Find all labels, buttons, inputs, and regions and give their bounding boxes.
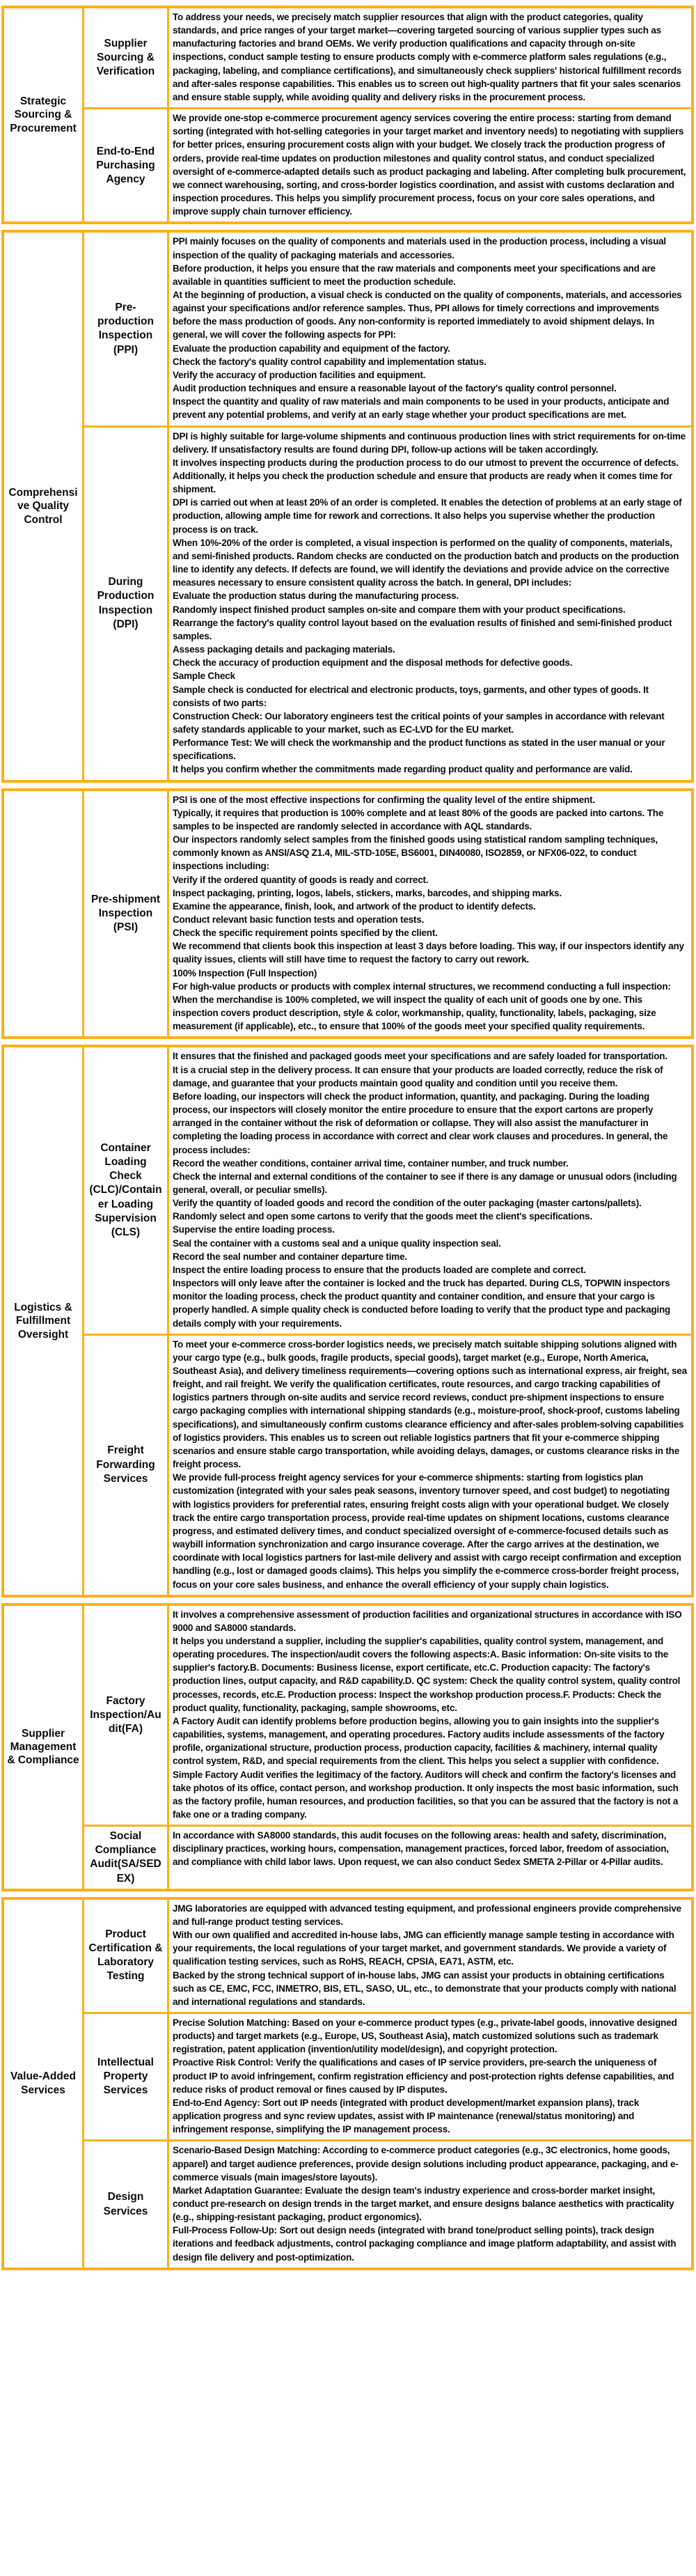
- service-name-cell-intellectual-property-services: [82, 2012, 167, 2139]
- service-name-label: Intellectual Property Services: [97, 2056, 154, 2097]
- description-paragraph: Seal the container with a customs seal and a unique quality inspection seal.: [173, 1238, 501, 1249]
- service-description-cell-freight-forwarding-services: [167, 1334, 691, 1595]
- category-label: Supplier Management & Compliance: [7, 1727, 79, 1767]
- description-paragraph: At the beginning of production, a visual check is conducted on the quality of components, materials, and accessories against your specifications and/or reference samples. Thus, PPI allows for timely corrections and improvements before the mass production of goods. Any non-conformity is reported immediately to avoid shipment delays. In general, we will cover the following aspects for PPI:: [173, 289, 682, 341]
- service-description-cell-product-certification-laboratory-testing: [167, 1900, 691, 2012]
- description-paragraph: Examine the appearance, finish, look, and artwork of the product to identify defects.: [173, 900, 536, 912]
- service-name-label: Factory Inspection/Audit(FA): [90, 1694, 161, 1735]
- services-table: [1, 6, 694, 2270]
- description-paragraph: Audit production techniques and ensure a reasonable layout of the factory's quality control personnel.: [173, 383, 617, 394]
- service-name-cell-factory-inspection-audit-fa: [82, 1606, 167, 1825]
- service-description-cell-during-production-inspection-dpi: [167, 426, 691, 780]
- service-name-cell-freight-forwarding-services: [82, 1334, 167, 1595]
- description-paragraph: Simple Factory Audit verifies the legitimacy of the factory. Auditors will check and confirm the factory's licenses and take photos of its office, contact person, and workshop production. It only inspects the most basic information, such as the factory profile, human resources, and production facilities, so that you can be assured that the factory is not a fake one or a trading company.: [173, 1769, 679, 1820]
- description-paragraph: Precise Solution Matching: Based on your e-commerce product types (e.g., private-label goods, innovative designed products) and target markets (e.g., Europe, US, Southeast Asia), match customized solutions such as trademark registration, patent application (invention/utility model/design), and copyright protection.: [173, 2017, 677, 2055]
- service-group-value-added-services: [1, 1897, 694, 2270]
- service-group-quality-control-continued: [1, 788, 694, 1040]
- description-paragraph: PPI mainly focuses on the quality of components and materials used in the production process, including a visual inspection of the quality of packaging materials and accessories.: [173, 236, 666, 260]
- category-cell-supplier-management-compliance: [4, 1606, 82, 1889]
- category-label: Value-Added Services: [10, 2070, 76, 2096]
- service-name-cell-design-services: [82, 2139, 167, 2267]
- service-name-cell-end-to-end-purchasing-agency: [82, 107, 167, 221]
- service-name-label: Freight Forwarding Services: [96, 1444, 155, 1485]
- description-paragraph: Randomly inspect finished product samples on-site and compare them with your product specifications.: [173, 604, 626, 615]
- description-paragraph: It helps you confirm whether the commitments made regarding product quality and performance are valid.: [173, 764, 633, 775]
- description-paragraph: End-to-End Agency: Sort out IP needs (integrated with product development/market expansion plans), track application progress and sync review updates, assist with IP maintenance (renewal/status monitoring) and infringement response, simplifying the IP management process.: [173, 2097, 640, 2135]
- description-paragraph: DPI is highly suitable for large-volume shipments and continuous production lines with strict requirements for on-time delivery. If unsatisfactory results are found during DPI, follow-up actions will be taken accordingly.: [173, 430, 686, 455]
- description-paragraph: Verify the accuracy of production facilities and equipment.: [173, 369, 426, 380]
- description-paragraph: Construction Check: Our laboratory engineers test the critical points of your samples in accordance with relevant safety standards applicable to your market, such as EC-LVD for the EU market.: [173, 710, 665, 735]
- description-paragraph: Verify the quantity of loaded goods and record the condition of the outer packaging (master cartons/pallets).: [173, 1198, 642, 1209]
- category-cell-logistics-fulfillment-oversight: [4, 1047, 82, 1594]
- service-group-strategic-sourcing-procurement: [1, 6, 694, 224]
- service-group-supplier-management-compliance: [1, 1603, 694, 1891]
- service-name-label: Product Certification & Laboratory Testing: [88, 1928, 163, 1983]
- service-description-cell-end-to-end-purchasing-agency: [167, 107, 691, 221]
- description-paragraph: PSI is one of the most effective inspections for confirming the quality level of the entire shipment.: [173, 794, 595, 805]
- service-name-label: Pre-shipment Inspection (PSI): [90, 893, 161, 934]
- description-paragraph: Typically, it requires that production is 100% complete and at least 80% of the goods are packed into cartons. The samples to be inspected are randomly selected in accordance with AQL standards.: [173, 807, 664, 832]
- service-name-cell-during-production-inspection-dpi: [82, 426, 167, 780]
- service-name-cell-product-certification-laboratory-testing: [82, 1900, 167, 2012]
- description-paragraph: Market Adaptation Guarantee: Evaluate the design team's industry experience and cross-border market insight, conduct pre-research on design trends in the target market, and ensure designs balance aesthetics with practicality (e.g., shipping-resistant packaging, product ergonomics).: [173, 2185, 674, 2223]
- service-name-label: Social Compliance Audit(SA/SEDEX): [90, 1830, 161, 1884]
- service-description-cell-social-compliance-audit-sa-sedex: [167, 1825, 691, 1889]
- description-paragraph: Record the weather conditions, container arrival time, container number, and truck number.: [173, 1157, 569, 1169]
- description-paragraph: We provide one-stop e-commerce procurement agency services covering the entire process: starting from demand sorting (integrated with hot-selling categories in your target market and inventory needs) to negotiating with suppliers for better prices, ensuring procurement costs align with your budget. We closely track the production progress of orders, provide real-time updates on production milestones and quality control status, and conduct specialized oversight of e-commerce-adapted details such as product packaging and labeling. After completing bulk procurement, we connect warehousing, sorting, and cross-border logistics coordination, and assist with customs declaration and inspection procedures. This helps you simplify procurement process, focus on your core sales operations, and improve supply chain turnover efficiency.: [173, 113, 686, 217]
- description-paragraph: Sample check is conducted for electrical and electronic products, toys, garments, and other types of goods. It consists of two parts:: [173, 684, 649, 708]
- description-paragraph: It involves a comprehensive assessment of production facilities and organizational structures in accordance with ISO 9000 and SA8000 standards.: [173, 1609, 682, 1633]
- service-name-cell-supplier-sourcing-verification: [82, 8, 167, 107]
- service-group-comprehensive-quality-control: [1, 230, 694, 782]
- description-paragraph: Check the specific requirement points specified by the client.: [173, 928, 438, 939]
- service-description-cell-supplier-sourcing-verification: [167, 8, 691, 107]
- service-description-cell-design-services: [167, 2139, 691, 2267]
- description-paragraph: Scenario-Based Design Matching: According to e-commerce product categories (e.g., 3C electronics, home goods, apparel) and target audience preferences, provide design solutions including product appearance, packaging, and e-commerce visuals (main images/store layouts).: [173, 2145, 679, 2183]
- description-paragraph: Inspect the quantity and quality of raw materials and main components to be used in your products, anticipate and prevent any potential problems, and verify at an early stage whether your product specifications are met.: [173, 396, 670, 421]
- description-paragraph: To address your needs, we precisely match supplier resources that align with the product categories, quality standards, and price ranges of your target market—covering targeted sourcing of various supplier types such as manufacturing factories and brand OEMs. We verify production qualifications and capacity through on-site inspections, conduct sample testing to ensure products comply with e-commerce platform sales regulations (e.g., packaging, labeling, and compliance certifications), and simultaneously check suppliers' historical fulfillment records and after-sales response capabilities. This enables us to screen out high-quality partners that fit your sales scenarios and ensure stable supply, while avoiding quality and delivery risks in the procurement process.: [173, 12, 682, 102]
- description-paragraph: For high-value products or products with complex internal structures, we recommend conducting a full inspection: When the merchandise is 100% completed, we will inspect the quality of each unit of goods one by one. This inspection covers product description, style & color, workmanship, quality, functionality, labels, packaging, size measurement (if applicable), etc., to ensure that 100% of the goods meet your specified quality requirements.: [173, 981, 671, 1032]
- description-paragraph: Check the internal and external conditions of the container to see if there is any damage or unusual odors (including general, overall, or peculiar smells).: [173, 1171, 677, 1195]
- description-paragraph: Evaluate the production capability and equipment of the factory.: [173, 343, 450, 354]
- description-paragraph: Evaluate the production status during the manufacturing process.: [173, 591, 459, 602]
- description-paragraph: Supervise the entire loading process.: [173, 1224, 335, 1235]
- description-paragraph: We provide full-process freight agency services for your e-commerce shipments: starting from logistics plan customization (integrated with your sales peak seasons, inventory turnover speed, and cost budget) to negotiating with logistics providers for preferential rates, ensuring freight costs align with your operational budget. We closely track the entire cargo transportation process, provide real-time updates on shipment locations, customs clearance progress, and estimated delivery times, and conduct specialized oversight of e-commerce-focused details such as waybill information synchronization and cargo insurance coverage. After the cargo arrives at the destination, we coordinate with local logistics partners for last-mile delivery and assist with cargo receipt confirmation and exception handling (e.g., lost or damaged goods claims). This helps you simplify the e-commerce cross-border freight process, focus on your core sales business, and enhance the overall efficiency of your supply chain logistics.: [173, 1472, 681, 1590]
- service-name-cell-container-loading-check-cls: [82, 1047, 167, 1333]
- description-paragraph: It ensures that the finished and packaged goods meet your specifications and are safely loaded for transportation.: [173, 1051, 667, 1062]
- category-label: Strategic Sourcing & Procurement: [10, 95, 77, 134]
- service-name-label: Supplier Sourcing & Verification: [96, 37, 155, 78]
- service-name-cell-pre-shipment-inspection-psi: [82, 791, 167, 1037]
- service-description-cell-factory-inspection-audit-fa: [167, 1606, 691, 1825]
- service-name-cell-pre-production-inspection-ppi: [82, 233, 167, 425]
- description-paragraph: Sample Check: [173, 671, 235, 682]
- description-paragraph: To meet your e-commerce cross-border logistics needs, we precisely match suitable shipping solutions aligned with your cargo type (e.g., bulk goods, fragile products, special goods), target market (e.g., Europe, North America, Southeast Asia), and delivery timeliness requirements—covering options such as international express, air freight, sea freight, and rail freight. We verify the qualification certificates, route resources, and cargo tracking capabilities of logistics partners through on-site audits and service record reviews, conduct pre-shipment inspections to ensure cargo packaging complies with international shipping standards (e.g., moisture-proof, shock-proof, customs labeling specifications), and simultaneously confirm customs clearance efficiency and after-sales problem-solving capabilities of logistics providers. This enables us to screen out reliable logistics partners that fit your e-commerce shipping scenarios and ensure stable cargo transportation, while avoiding delays, damages, or customs clearance risks in the freight process.: [173, 1338, 687, 1470]
- description-paragraph: Before loading, our inspectors will check the product information, quantity, and packaging. During the loading process, our inspectors will closely monitor the entire procedure to ensure that the export cartons are properly arranged in the container without the risk of deformation or collapse. They will also assist the manufacturer in completing the loading process in accordance with correct and clear work clauses and procedures. In general, the process includes:: [173, 1091, 668, 1155]
- description-paragraph: 100% Inspection (Full Inspection): [173, 967, 317, 978]
- category-cell-comprehensive-quality-control: [4, 233, 82, 779]
- description-paragraph: With our own qualified and accredited in-house labs, JMG can efficiently manage sample testing in accordance with your requirements, the local regulations of your target market, and government standards. We provide a variety of qualification testing services, such as RoHS, REACH, CPSIA, EA71, ASTM, etc.: [173, 1930, 674, 1967]
- description-paragraph: Verify if the ordered quantity of goods is ready and correct.: [173, 874, 429, 885]
- category-label: Logistics & Fulfillment Oversight: [14, 1301, 72, 1341]
- service-description-cell-pre-production-inspection-ppi: [167, 233, 691, 425]
- category-cell-value-added-services: [4, 1900, 82, 2267]
- description-paragraph: Inspectors will only leave after the container is locked and the truck has departed. During CLS, TOPWIN inspectors monitor the loading process, check the product quantity and container condition, and ensure that your cargo is properly handled. A simple quality check is conducted before loading to verify that the product type and packaging details comply with your requirements.: [173, 1278, 671, 1329]
- category-cell-strategic-sourcing-procurement: [4, 8, 82, 221]
- service-name-label: Design Services: [103, 2191, 148, 2217]
- service-name-label: End-to-End Purchasing Agency: [96, 145, 155, 185]
- description-paragraph: Rearrange the factory's quality control layout based on the evaluation results of finished and semi-finished product samples.: [173, 617, 672, 641]
- description-paragraph: Backed by the strong technical support of in-house labs, JMG can assist your products in obtaining certifications such as CE, EMC, FCC, INMETRO, BIS, ETL, SASO, UL, etc., to demonstrate that your products comply with national and international regulations and standards.: [173, 1969, 677, 2007]
- description-paragraph: It involves inspecting products during the production process to do our utmost to prevent the occurrence of defects. Additionally, it helps you check the production schedule and ensure that products are ready when it comes time for shipment.: [173, 457, 679, 495]
- service-name-label: During Production Inspection (DPI): [97, 576, 155, 630]
- service-name-label: Container Loading Check (CLC)/Container Loading Supervision (CLS): [89, 1142, 162, 1238]
- service-group-logistics-fulfillment-oversight: [1, 1045, 694, 1597]
- description-paragraph: We recommend that clients book this inspection at least 3 days before loading. This way, if our inspectors identify any quality issues, clients will still have time to request the factory to carry out rework.: [173, 941, 684, 965]
- service-description-cell-intellectual-property-services: [167, 2012, 691, 2139]
- description-paragraph: Before production, it helps you ensure that the raw materials and components meet your specifications and are available in quantities sufficient to meet the production schedule.: [173, 263, 656, 287]
- description-paragraph: Proactive Risk Control: Verify the qualifications and cases of IP service providers, pre-search the uniqueness of product IP to avoid infringement, confirm registration efficiency and post-protection rights defense capabilities, and reduce risks of product removal or fines caused by IP disputes.: [173, 2057, 674, 2095]
- description-paragraph: It is a crucial step in the delivery process. It can ensure that your products are loaded correctly, reduce the risk of damage, and guarantee that your products maintain good quality and condition until you receive them.: [173, 1064, 663, 1088]
- service-name-cell-social-compliance-audit-sa-sedex: [82, 1825, 167, 1889]
- category-label: Comprehensive Quality Control: [8, 486, 78, 526]
- description-paragraph: In accordance with SA8000 standards, this audit focuses on the following areas: health and safety, discrimination, disciplinary practices, working hours, compensation, management practices, forced labor, freedom of association, and compliance with child labor laws. Upon request, we can also conduct Sedex SMETA 2-Pillar or 4-Pillar audits.: [173, 1830, 669, 1868]
- description-paragraph: Inspect the entire loading process to ensure that the products loaded are complete and correct.: [173, 1264, 586, 1275]
- description-paragraph: A Factory Audit can identify problems before production begins, allowing you to gain insights into the supplier's capabilities, systems, management, and operating procedures. Factory audits include assessments of the factory profile, organizational structure, production process, production capacity, facilities & machinery, internal quality control system, R&D, and special requirements from the client. This helps you select a supplier with confidence.: [173, 1715, 665, 1767]
- description-paragraph: Conduct relevant basic function tests and operation tests.: [173, 914, 425, 925]
- category-cell-quality-control-continued: [4, 791, 82, 1037]
- description-paragraph: JMG laboratories are equipped with advanced testing equipment, and professional engineers provide comprehensive and full-range product testing services.: [173, 1903, 681, 1927]
- description-paragraph: Check the accuracy of production equipment and the disposal methods for defective goods.: [173, 657, 573, 669]
- description-paragraph: Performance Test: We will check the workmanship and the product functions as stated in the user manual or your specifications.: [173, 737, 665, 762]
- service-description-cell-container-loading-check-cls: [167, 1047, 691, 1333]
- description-paragraph: It helps you understand a supplier, including the supplier's capabilities, quality control system, management, and operating procedures. The inspection/audit covers the following aspects:A. Basic information: On-site visits to the supplier's factory.B. Documents: Business license, export certificate, etc.C. Production capacity: The factory's production lines, output capacity, and R&D capability.D. QC system: Check the quality control system, quality control processes, records, etc.E. Production process: Inspect the workshop production process.F. Products: Check the product quality, functionality, packaging, sample showrooms, etc.: [173, 1635, 681, 1713]
- description-paragraph: Assess packaging details and packaging materials.: [173, 644, 395, 655]
- description-paragraph: Full-Process Follow-Up: Sort out design needs (integrated with brand tone/product selling points), track design iterations and feedback adjustments, control packaging compliance and image platform adaptability, and assist with design file delivery and post-optimization.: [173, 2225, 677, 2263]
- description-paragraph: Record the seal number and container departure time.: [173, 1251, 407, 1262]
- description-paragraph: When 10%-20% of the order is completed, a visual inspection is performed on the quality of components, materials, and semi-finished products. Random checks are conducted on the production batch and products on the production line to identify any defects. If defects are found, we will identify the deviations and provide advice on the corrective measures necessary to ensure consistent quality across the batch. In general, DPI includes:: [173, 537, 679, 588]
- description-paragraph: Randomly select and open some cartons to verify that the goods meet the client's specifications.: [173, 1211, 592, 1222]
- description-paragraph: DPI is carried out when at least 20% of an order is completed. It enables the detection of problems at an early stage of production, allowing ample time for rework and corrections. It also helps you supervise whether the production process is on track.: [173, 497, 682, 535]
- description-paragraph: Our inspectors randomly select samples from the finished goods using statistical random sampling techniques, commonly known as ANSI/ASQ Z1.4, MIL-STD-105E, BS6001, DIN40080, ISO2859, or NFX06-022, to conduct inspections including:: [173, 834, 658, 872]
- service-name-label: Pre-production Inspection (PPI): [97, 302, 154, 356]
- service-description-cell-pre-shipment-inspection-psi: [167, 791, 691, 1037]
- description-paragraph: Inspect packaging, printing, logos, labels, stickers, marks, barcodes, and shipping marks.: [173, 887, 562, 898]
- description-paragraph: Check the factory's quality control capability and implementation status.: [173, 356, 487, 367]
